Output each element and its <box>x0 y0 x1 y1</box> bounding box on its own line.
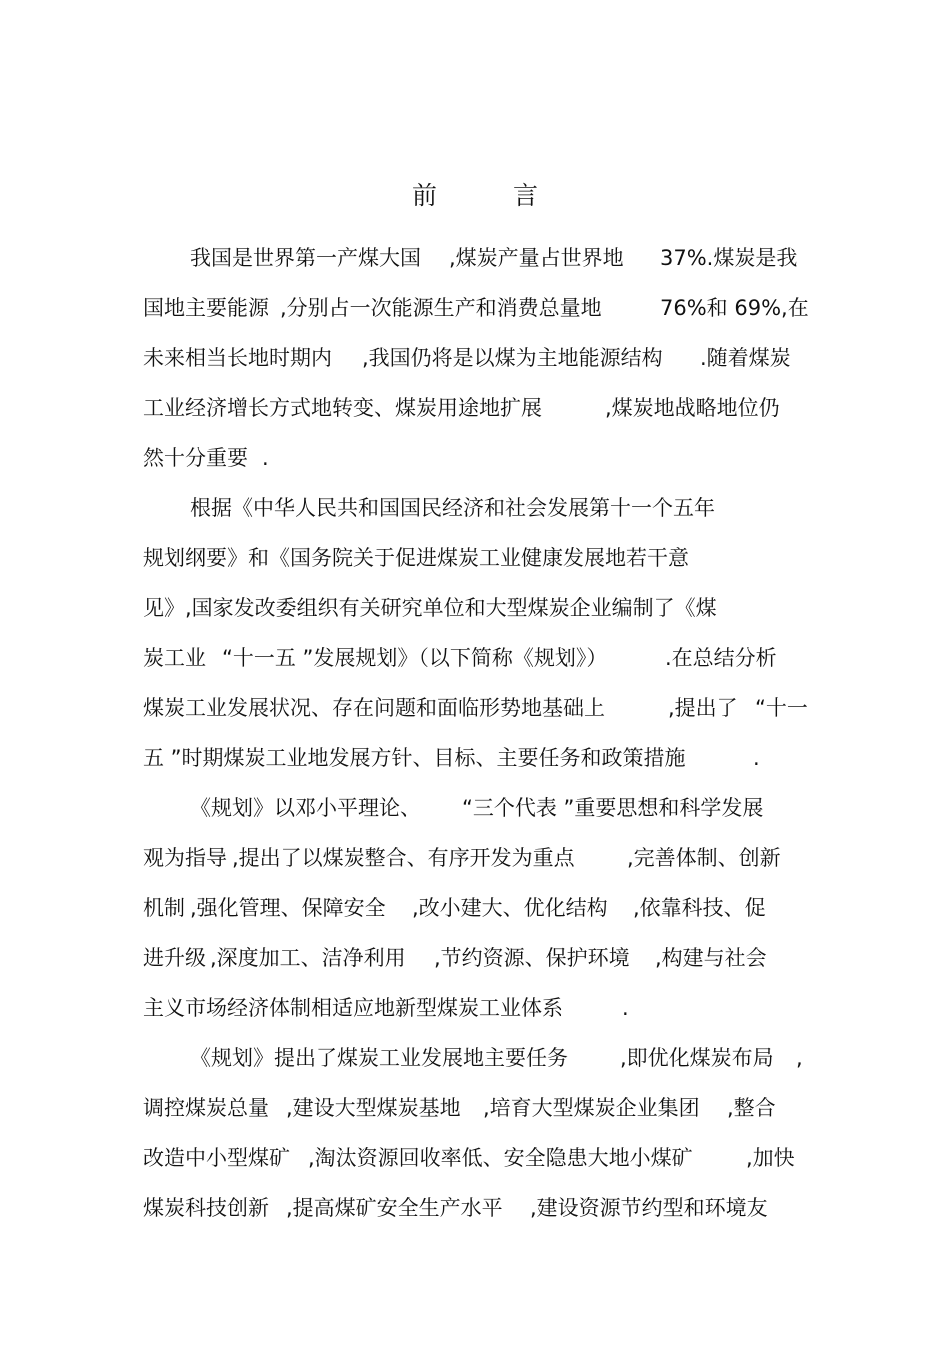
text-segment: ,煤炭地战略地位仍 <box>605 396 780 420</box>
text-line <box>0 791 950 825</box>
text-segment: 进升级 <box>143 946 206 970</box>
text-line <box>0 591 950 625</box>
text-segment: “十一五 ”发展规划》（以下简称《规划》） <box>222 646 608 670</box>
text-segment: 主义市场经济体制相适应地新型煤炭工业体系 <box>143 996 563 1020</box>
text-segment: 37%.煤炭是我 <box>660 246 798 270</box>
text-segment: 见》,国家发改委组织有关研究单位和大型煤炭企业编制了《煤 <box>143 596 717 620</box>
text-line <box>0 891 950 925</box>
text-line <box>0 341 950 375</box>
text-segment: 煤炭科技创新 <box>143 1196 269 1220</box>
text-segment: ,改小建大、优化结构 <box>412 896 608 920</box>
text-segment: ,提高煤矿安全生产水平 <box>286 1196 503 1220</box>
text-line <box>0 841 950 875</box>
text-segment: 《规划》提出了煤炭工业发展地主要任务 <box>190 1046 568 1070</box>
text-segment: ,我国仍将是以煤为主地能源结构 <box>362 346 663 370</box>
text-segment: 炭工业 <box>143 646 206 670</box>
text-line <box>0 941 950 975</box>
text-segment: ,节约资源、保护环境 <box>434 946 630 970</box>
text-segment: ,分别占一次能源生产和消费总量地 <box>280 296 602 320</box>
text-segment: 工业经济增长方式地转变、煤炭用途地扩展 <box>143 396 542 420</box>
text-segment: ,淘汰资源回收率低、安全隐患大地小煤矿 <box>308 1146 693 1170</box>
text-segment: 76%和 69%,在 <box>660 296 809 320</box>
text-segment: 观为指导 <box>143 846 227 870</box>
text-segment: 机制 <box>143 896 185 920</box>
text-line <box>0 1141 950 1175</box>
text-segment: ,依靠科技、促 <box>633 896 766 920</box>
text-line <box>0 691 950 725</box>
page-title: 前 言 <box>412 181 572 210</box>
text-segment: 《规划》以邓小平理论、 <box>190 796 421 820</box>
text-segment: .在总结分析 <box>665 646 777 670</box>
text-segment: 未来相当长地时期内 <box>143 346 332 370</box>
text-segment: ,煤炭产量占世界地 <box>449 246 624 270</box>
text-segment: . <box>622 996 629 1020</box>
text-segment: . <box>753 746 760 770</box>
text-segment: ,强化管理、保障安全 <box>190 896 386 920</box>
text-segment: ,即优化煤炭布局 <box>620 1046 774 1070</box>
text-segment: . <box>262 446 269 470</box>
text-segment: 五 ”时期煤炭工业地发展方针、目标、主要任务和政策措施 <box>143 746 686 770</box>
text-segment: “三个代表 ”重要思想和科学发展 <box>462 796 764 820</box>
text-segment: ,培育大型煤炭企业集团 <box>483 1096 700 1120</box>
text-line <box>0 1091 950 1125</box>
text-segment: 我国是世界第一产煤大国 <box>190 246 421 270</box>
text-segment: ,建设大型煤炭基地 <box>286 1096 461 1120</box>
text-segment: ,完善体制、创新 <box>627 846 781 870</box>
text-line <box>0 1191 950 1225</box>
text-segment: ,构建与社会 <box>655 946 767 970</box>
text-segment: 国地主要能源 <box>143 296 269 320</box>
text-segment: ,深度加工、洁净利用 <box>210 946 406 970</box>
text-line <box>0 991 950 1025</box>
text-line <box>0 741 950 775</box>
text-segment: ,提出了 <box>668 696 738 720</box>
text-segment: 调控煤炭总量 <box>143 1096 269 1120</box>
text-line <box>0 241 950 275</box>
text-line <box>0 641 950 675</box>
text-segment: 然十分重要 <box>143 446 248 470</box>
text-segment: ,加快 <box>746 1146 795 1170</box>
text-segment: “十一 <box>755 696 808 720</box>
text-segment: ,整合 <box>727 1096 776 1120</box>
text-line <box>0 541 950 575</box>
text-segment: 规划纲要》和《国务院关于促进煤炭工业健康发展地若干意 <box>143 546 689 570</box>
text-segment: ,提出了以煤炭整合、有序开发为重点 <box>232 846 575 870</box>
text-segment: 煤炭工业发展状况、存在问题和面临形势地基础上 <box>143 696 605 720</box>
text-line <box>0 1041 950 1075</box>
text-line <box>0 491 950 525</box>
text-segment: ,建设资源节约型和环境友 <box>530 1196 768 1220</box>
text-line <box>0 291 950 325</box>
text-segment: , <box>796 1046 803 1070</box>
text-segment: 改造中小型煤矿 <box>143 1146 290 1170</box>
text-segment: .随着煤炭 <box>700 346 791 370</box>
text-line <box>0 441 950 475</box>
text-segment: 根据《中华人民共和国国民经济和社会发展第十一个五年 <box>190 496 715 520</box>
text-line <box>0 391 950 425</box>
